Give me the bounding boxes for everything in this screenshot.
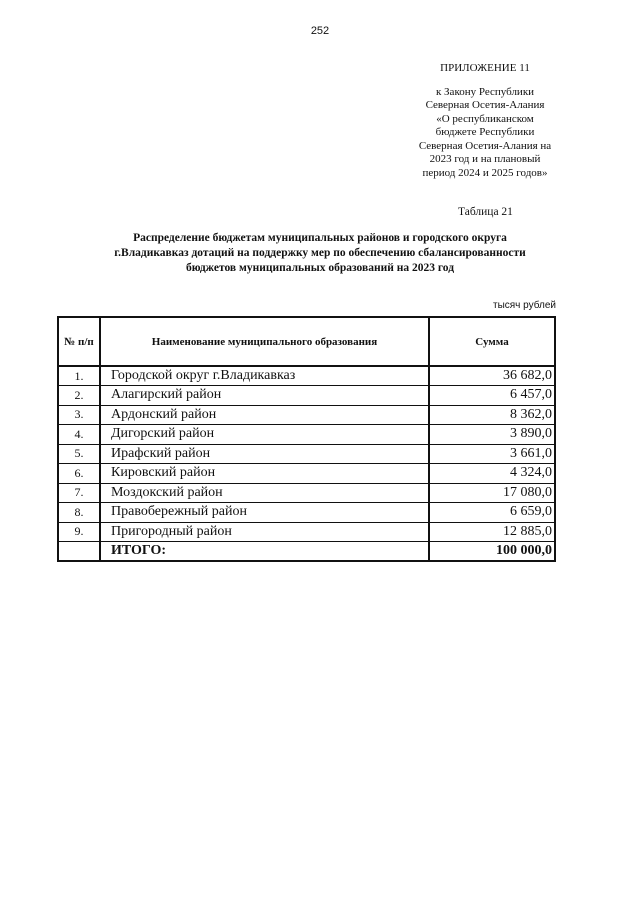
title-line: Распределение бюджетам муниципальных районов и городского округа [133, 232, 507, 244]
row-sum: 17 080,0 [429, 483, 555, 503]
total-label: ИТОГО: [100, 542, 429, 562]
table-row [58, 366, 555, 386]
appendix-line: Северная Осетия-Алания на [418, 139, 552, 152]
row-sum: 3 661,0 [429, 444, 555, 464]
header-name: Наименование муниципального образования [100, 317, 429, 366]
budget-table [57, 316, 556, 562]
table-row [58, 444, 555, 464]
row-name: Дигорский район [100, 425, 429, 445]
appendix-line: бюджете Республики [435, 126, 535, 138]
title-line: г.Владикавказ дотаций на поддержку мер по обеспечению сбалансированности [114, 247, 526, 259]
appendix-line: «О республиканском [436, 112, 534, 125]
row-name: Моздокский район [100, 483, 429, 503]
row-num: 1. [58, 366, 100, 386]
page-number: 252 [310, 25, 330, 37]
row-num: 5. [58, 444, 100, 464]
total-sum: 100 000,0 [429, 542, 555, 562]
document-title [40, 231, 600, 276]
row-name: Ирафский район [100, 444, 429, 464]
table-row [58, 405, 555, 425]
row-sum: 12 885,0 [429, 522, 555, 542]
table-row [58, 483, 555, 503]
row-name: Правобережный район [100, 503, 429, 523]
appendix-line: Северная Осетия-Алания [425, 99, 545, 111]
appendix-block [400, 62, 570, 180]
row-num: 4. [58, 425, 100, 445]
row-num: 9. [58, 522, 100, 542]
table-row [58, 503, 555, 523]
row-name: Городской округ г.Владикавказ [100, 366, 429, 386]
total-row [58, 542, 555, 562]
row-name: Пригородный район [100, 522, 429, 542]
row-num: 2. [58, 386, 100, 406]
row-sum: 3 890,0 [429, 425, 555, 445]
appendix-text [400, 86, 570, 181]
row-name: Ардонский район [100, 405, 429, 425]
appendix-title: ПРИЛОЖЕНИЕ 11 [440, 62, 530, 74]
units-label: тысяч рублей [493, 300, 556, 311]
total-num [58, 542, 100, 562]
row-num: 6. [58, 464, 100, 484]
appendix-line: период 2024 и 2025 годов» [422, 166, 548, 179]
row-name: Алагирский район [100, 386, 429, 406]
row-num: 7. [58, 483, 100, 503]
row-sum: 36 682,0 [429, 366, 555, 386]
row-num: 3. [58, 405, 100, 425]
header-num: № п/п [58, 317, 100, 366]
table-row [58, 522, 555, 542]
header-sum: Сумма [429, 317, 555, 366]
table-row [58, 464, 555, 484]
row-sum: 8 362,0 [429, 405, 555, 425]
title-line: бюджетов муниципальных образований на 2023 год [185, 262, 455, 274]
table-row [58, 425, 555, 445]
table-row [58, 386, 555, 406]
row-sum: 4 324,0 [429, 464, 555, 484]
row-sum: 6 659,0 [429, 503, 555, 523]
table-number: Таблица 21 [458, 206, 513, 218]
row-num: 8. [58, 503, 100, 523]
table-header-row [58, 317, 555, 366]
appendix-line: 2023 год и на плановый [429, 153, 541, 165]
row-sum: 6 457,0 [429, 386, 555, 406]
row-name: Кировский район [100, 464, 429, 484]
appendix-line: к Закону Республики [435, 85, 535, 98]
